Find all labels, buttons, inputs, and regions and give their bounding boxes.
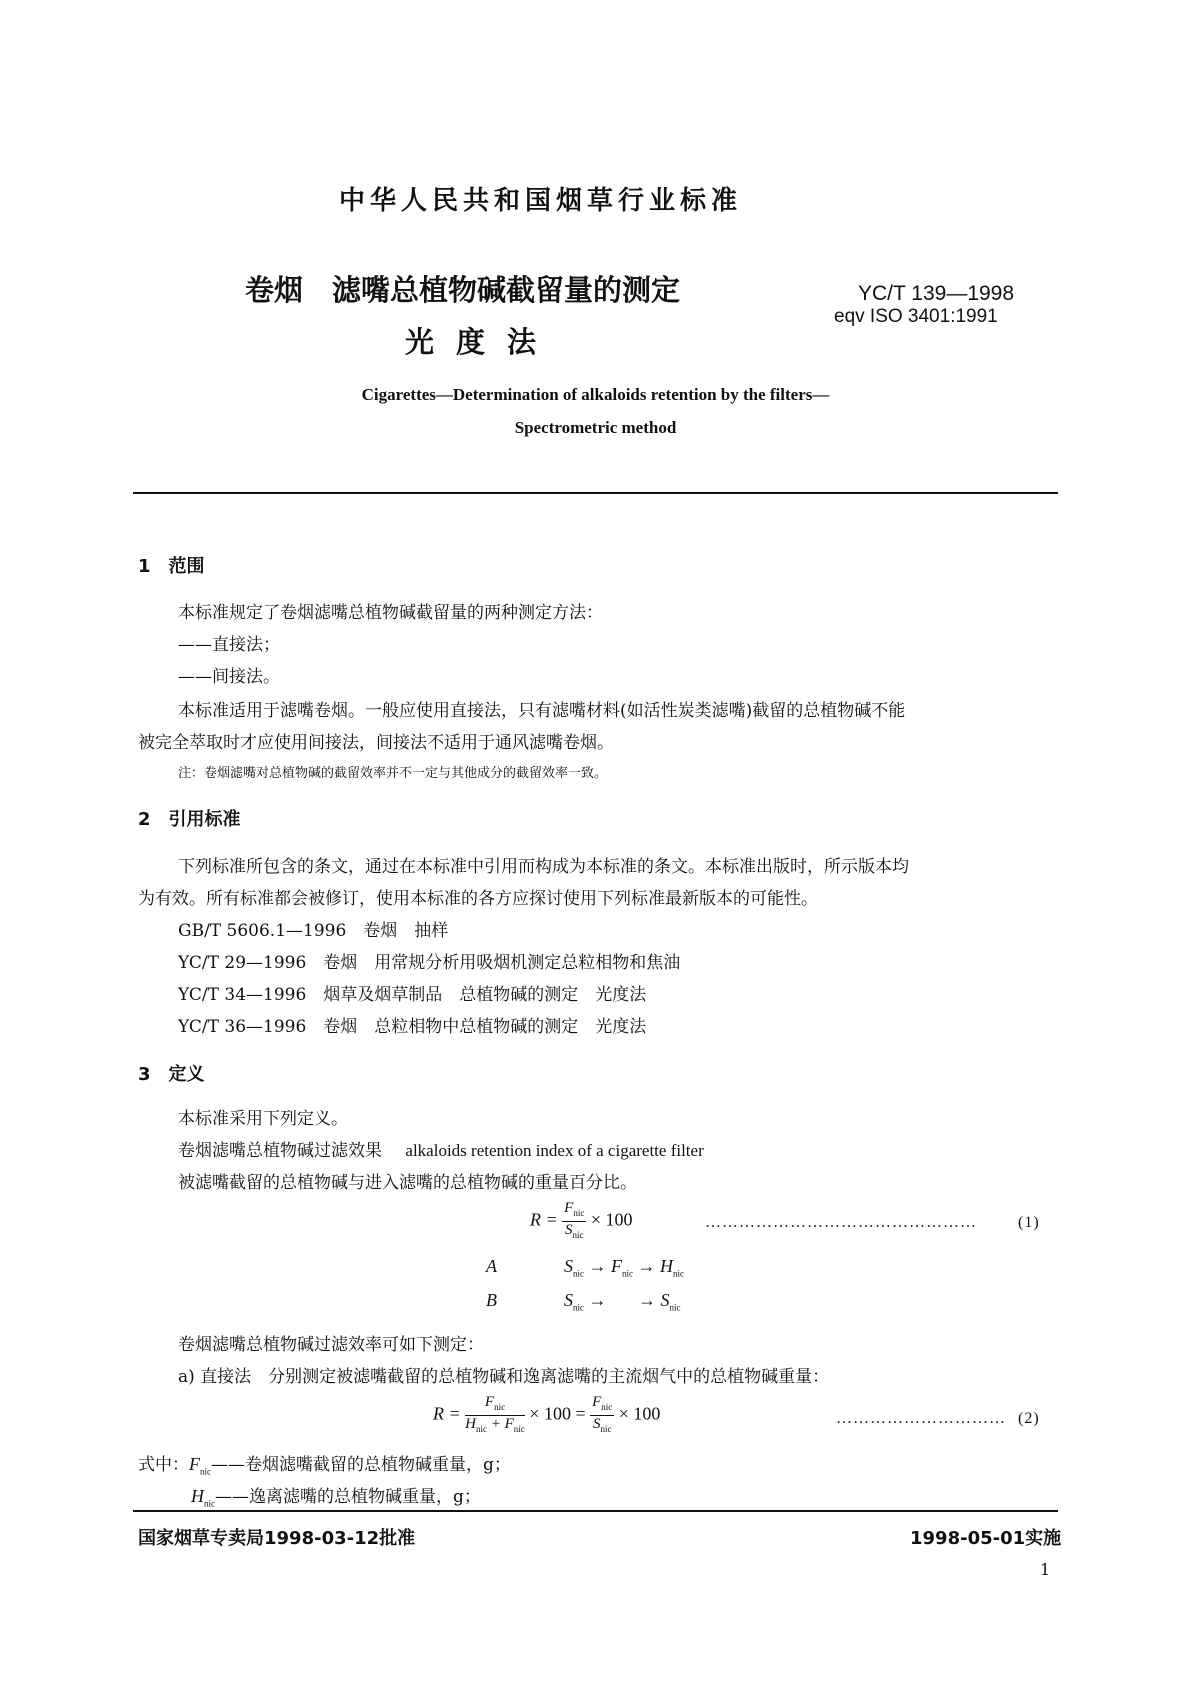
section-2-heading: 2 引用标准	[138, 809, 241, 830]
where-label: 式中：	[138, 1455, 189, 1475]
section-3-efficiency-intro: 卷烟滤嘴总植物碱过滤效率可如下测定：	[178, 1335, 484, 1355]
section-1-scope-line2: 被完全萃取时才应使用间接法，间接法不适用于通风滤嘴卷烟。	[138, 733, 614, 753]
equation-1-number: (1)	[1018, 1214, 1040, 1231]
section-1-item-indirect: ——间接法。	[178, 667, 280, 687]
flow-a: $S_{nic} \to F_{nic} \to H_{nic}$	[564, 1256, 684, 1279]
equation-1: R = $\frac{F_{nic}}{S_{nic}}$ × 100	[530, 1200, 633, 1240]
section-1-heading: 1 范围	[138, 556, 205, 577]
section-1-paragraph: 本标准规定了卷烟滤嘴总植物碱截留量的两种测定方法：	[178, 603, 603, 623]
section-3-intro: 本标准采用下列定义。	[178, 1109, 348, 1129]
definition-text: 被滤嘴截留的总植物碱与进入滤嘴的总植物碱的重量百分比。	[178, 1173, 637, 1193]
equation-1-leader: …………………………………………	[705, 1214, 977, 1231]
document-title-line1: 卷烟 滤嘴总植物碱截留量的测定	[245, 273, 681, 307]
reference-standard: YC/T 29—1996 卷烟 用常规分析用吸烟机测定总粒相物和焦油	[178, 953, 681, 973]
english-title-line2: Spectrometric method	[514, 418, 677, 437]
direct-method-description: a) 直接法 分别测定被滤嘴截留的总植物碱和逸离滤嘴的主流烟气中的总植物碱重量：	[178, 1367, 830, 1387]
equation-2: R = $\frac{F_{nic}}{H_{nic} + F_{nic}}$ × 100 = $\frac{F_{nic}}{S_{nic}}$ × 100	[433, 1394, 661, 1434]
definition-term-en: alkaloids retention index of a cigarette filter	[405, 1141, 704, 1160]
section-2-paragraph-line2: 为有效。所有标准都会被修订，使用本标准的各方应探讨使用下列标准最新版本的可能性。	[138, 889, 818, 909]
equation-2-leader: …………………………	[836, 1410, 1006, 1427]
flow-b-label: B	[486, 1290, 497, 1310]
standard-code: YC/T 139—1998	[858, 282, 1015, 305]
variable-h-nic: $H_{nic}$	[191, 1486, 215, 1509]
where-clause-2	[191, 1482, 481, 1509]
page-number: 1	[1040, 1560, 1051, 1579]
footer-divider	[133, 1510, 1058, 1512]
section-1-item-direct: ——直接法；	[178, 635, 280, 655]
reference-standard: GB/T 5606.1—1996 卷烟 抽样	[178, 921, 449, 941]
reference-standard: YC/T 36—1996 卷烟 总粒相物中总植物碱的测定 光度法	[178, 1017, 647, 1037]
flow-b: $S_{nic}$ → → $S_{nic}$	[564, 1290, 681, 1313]
implementation-date: 1998-05-01实施	[910, 1528, 1062, 1549]
equivalent-standard: eqv ISO 3401:1991	[834, 306, 998, 327]
where-clause-2-text: ——逸离滤嘴的总植物碱重量，g；	[215, 1487, 481, 1507]
section-2-paragraph-line1: 下列标准所包含的条文，通过在本标准中引用而构成为本标准的条文。本标准出版时，所示版本均	[178, 857, 909, 877]
variable-f-nic: $F_{nic}$	[189, 1454, 211, 1477]
document-title-line2: 光度法	[405, 325, 559, 359]
section-3-heading: 3 定义	[138, 1064, 205, 1085]
header-divider	[133, 492, 1058, 494]
section-1-note: 注：卷烟滤嘴对总植物碱的截留效率并不一定与其他成分的截留效率一致。	[178, 766, 608, 781]
flow-a-label: A	[486, 1256, 497, 1276]
where-clause-1-text: ——卷烟滤嘴截留的总植物碱重量，g；	[211, 1455, 511, 1475]
standard-body-title: 中华人民共和国烟草行业标准	[338, 186, 742, 216]
where-clause-1	[138, 1450, 511, 1477]
definition-term-cn: 卷烟滤嘴总植物碱过滤效果	[178, 1141, 382, 1161]
section-1-scope-line1: 本标准适用于滤嘴卷烟。一般应使用直接法，只有滤嘴材料(如活性炭类滤嘴)截留的总植物碱不能	[178, 701, 906, 721]
equation-2-number: (2)	[1018, 1410, 1040, 1427]
definition-term	[178, 1136, 704, 1161]
reference-standard: YC/T 34—1996 烟草及烟草制品 总植物碱的测定 光度法	[178, 985, 647, 1005]
english-title-line1: Cigarettes—Determination of alkaloids retention by the filters—	[361, 385, 830, 404]
approval-date: 国家烟草专卖局1998-03-12批准	[138, 1528, 416, 1549]
